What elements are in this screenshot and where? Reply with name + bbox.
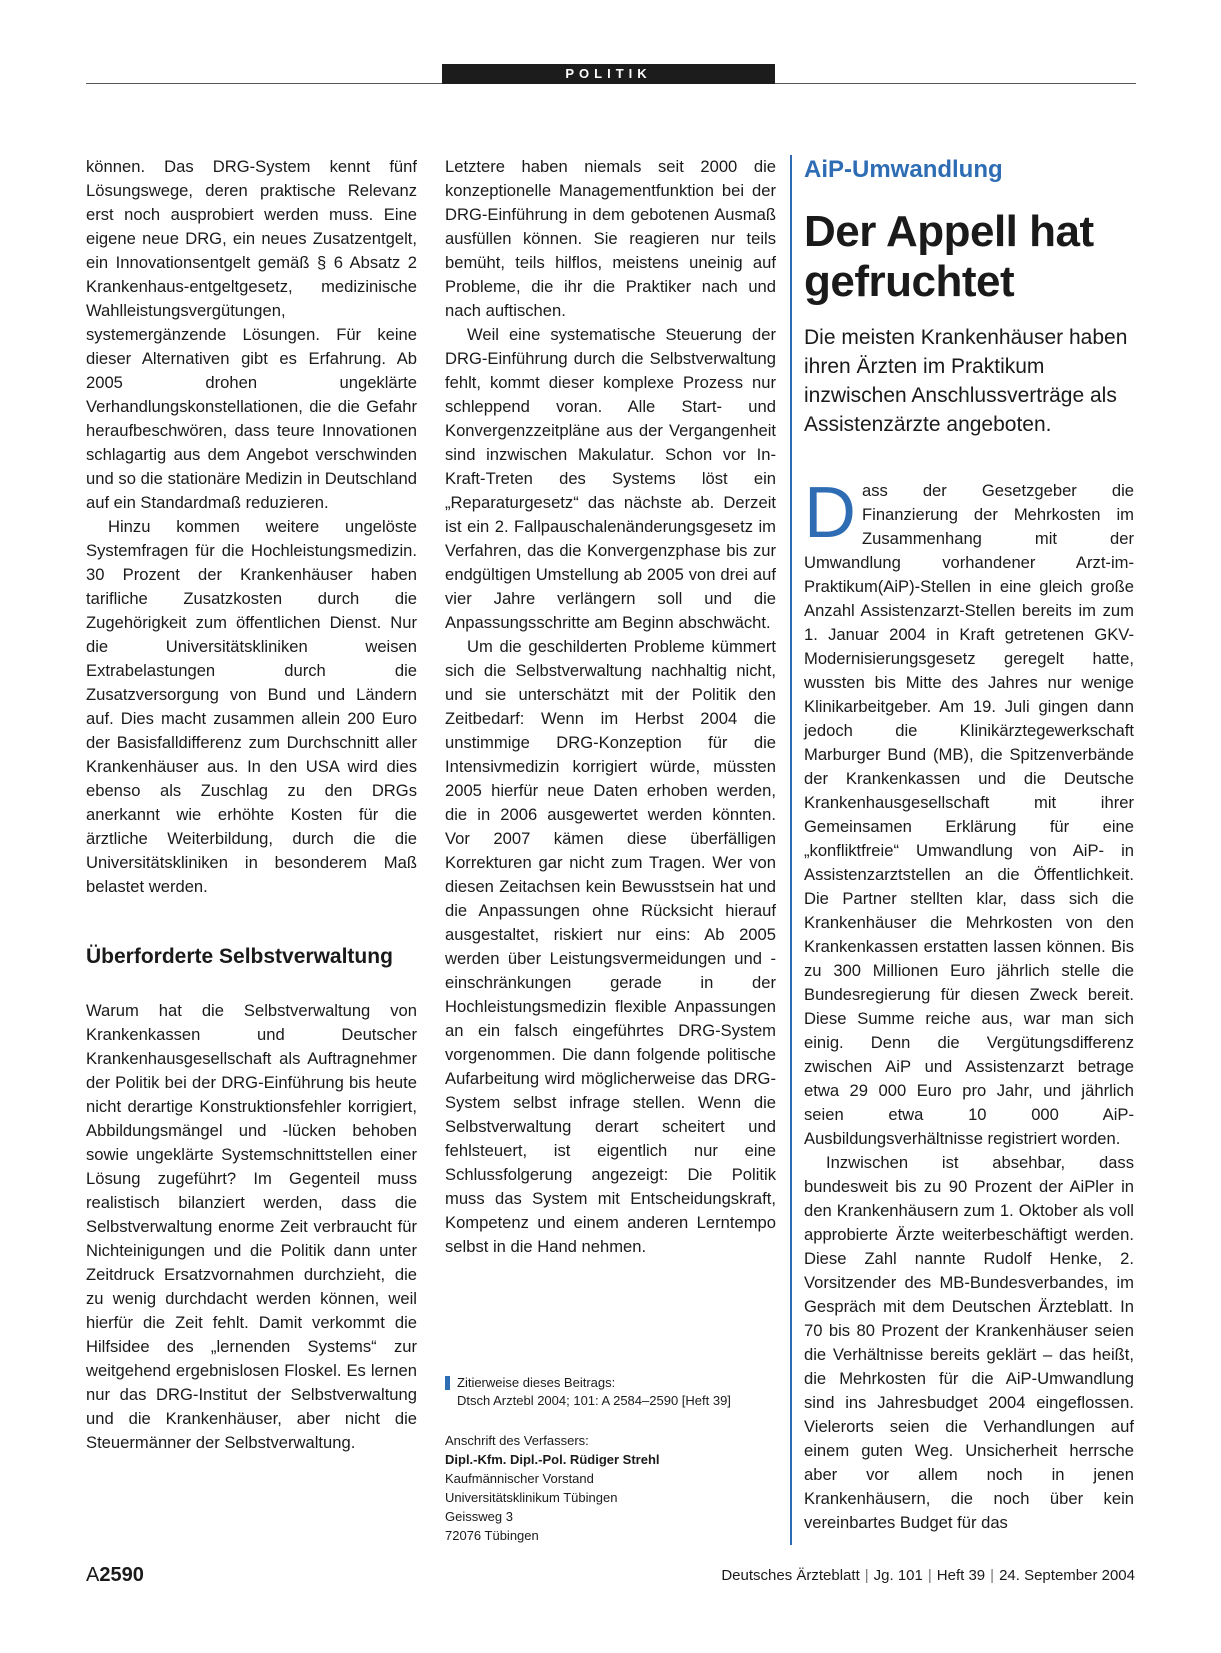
citation-marker — [445, 1376, 450, 1390]
paragraph: ass der Gesetzgeber die Finanzierung der Mehrkosten im Zusammenhang mit der Umwandlung vorhandener Arzt-im-Praktikum(AiP)-Stellen in eine gleich große Anzahl Assistenzarzt-Stellen bereits im zum 1. Januar 2004 in Kraft getretenen GKV-Modernisierungsgesetz geregelt hatte, wussten bis Mitte des Jahres nur wenige Klinikarbeitgeber. Am 19. Juli gingen dann jedoch die Klinikärztegewerkschaft Marburger Bund (MB), die Spitzenverbände der Krankenkassen und die Deutsche Krankenhausgesellschaft mit ihrer Gemeinsamen Erklärung für eine „konfliktfreie“ Umwandlung von AiP- in Assistenzarztstellen an die Öffentlichkeit. Die Partner stellten klar, dass sich die Krankenhäuser die Mehrkosten von den Krankenkassen erstatten lassen können. Bis zu 300 Millionen Euro jährlich stelle die Bundesregierung für diesen Zweck bereit. Diese Summe reiche aus, war man sich einig. Denn die Vergütungsdifferenz zwischen AiP und Assistenzarzt betrage etwa 29 000 Euro pro Jahr, und jährlich seien etwa 10 000 AiP-Ausbildungsverhältnisse registriert worden. — [804, 481, 1134, 1148]
citation-box — [445, 1374, 776, 1410]
paragraph: Weil eine systematische Steuerung der DRG-Einführung durch die Selbstverwaltung fehlt, kommt dieser komplexe Prozess nur schleppend voran. Alle Start- und Konvergenzzeitpläne aus der Vergangenheit sind inzwischen Makulatur. Schon vor In-Kraft-Treten des Systems löst ein „Reparaturgesetz“ das nächste ab. Derzeit ist ein 2. Fallpauschalenänderungsgesetz im Verfahren, das die Konvergenzphase bis zur endgültigen Umstellung ab 2005 von drei auf vier Jahre verlängern soll und die Anpassungsschritte am Beginn abschwächt. — [445, 325, 776, 632]
author-address — [445, 1431, 776, 1545]
journal-date: 24. September 2004 — [999, 1567, 1135, 1584]
article-headline: Der Appell hat gefruchtet — [804, 207, 1094, 306]
paragraph: Hinzu kommen weitere ungelöste Systemfragen für die Hochleistungsmedizin. 30 Prozent der Krankenhäuser haben tarifliche Zusatzkosten durch die Zugehörigkeit zum öffentlichen Dienst. Nur die Universitätskliniken weisen Extrabelastungen durch die Zusatzversorgung von Bund und Ländern auf. Dies macht zusammen allein 200 Euro der Basisfalldifferenz zum Durchschnitt aller Krankenhäuser aus. In den USA wird dies ebenso als Zuschlag zu den DRGs anerkannt wie erhöhte Kosten für die ärztliche Weiterbildung, durch die die Universitätskliniken in besonderem Maß belastet werden. — [86, 517, 417, 896]
journal-name: Deutsches Ärzteblatt — [721, 1567, 860, 1584]
paragraph: Warum hat die Selbstverwaltung von Krankenkassen und Deutscher Krankenhausgesellschaft als Auftragnehmer der Politik bei der DRG-Einführung bis heute nicht derartige Konstruktionsfehler korrigiert, Abbildungsmängel und -lücken behoben sowie ungeklärte Systemschnittstellen einer Lösung zugeführt? Im Gegenteil muss realistisch bilanziert werden, dass die Selbstverwaltung enorme Zeit verbraucht für Nichteinigungen und die Politik dann unter Zeitdruck Ersatzvornahmen durchzieht, die zu wenig durchdacht werden können, weil hierfür die Zeit fehlt. Damit verkommt die Hilfsidee des „lernenden Systems“ zur weitgehend ergebnislosen Floskel. Es lernen nur das DRG-Institut der Selbstverwaltung und die Krankenhäuser, aber nicht die Steuermänner der Selbstverwaltung. — [86, 1001, 417, 1452]
paragraph: Um die geschilderten Probleme kümmert sich die Selbstverwaltung nachhaltig nicht, und sie unterschätzt mit der Politik den Zeitbedarf: Wenn im Herbst 2004 die unstimmige DRG-Konzeption für die Intensivmedizin korrigiert würde, müssten 2005 hierfür neue Daten erhoben werden, die in 2006 ausgewertet werden könnten. Vor 2007 kämen diese überfälligen Korrekturen gar nicht zum Tragen. Wer von diesen Zeitachsen kein Bewusstsein hat und die Anpassungen ohne Rücksicht hierauf ausgestaltet, riskiert nur eins: Ab 2005 werden über Leistungsvermeidungen und -einschränkungen gerade in der Hochleistungsmedizin flexible Anpassungen an ein falsch eingeführtes DRG-System vorgenommen. Die dann folgende politische Aufarbeitung wird möglicherweise das DRG-System selbst infrage stellen. Wenn die Selbstverwaltung derart scheitert und fehlsteuert, ist eigentlich nur eine Schlussfolgerung angezeigt: Die Politik muss das System mit Entscheidungskraft, Kompetenz und einem anderen Lerntempo selbst in die Hand nehmen. — [445, 637, 776, 1256]
section-label: POLITIK — [442, 64, 775, 84]
page-number: A2590 — [86, 1564, 144, 1586]
author-name: Dipl.-Kfm. Dipl.-Pol. Rüdiger Strehl — [445, 1452, 660, 1467]
subheading: Überforderte Selbstverwaltung — [86, 945, 393, 968]
paragraph: können. Das DRG-System kennt fünf Lösungswege, deren praktische Relevanz erst noch ausprobiert werden muss. Eine eigene neue DRG, ein neues Zusatzentgelt, ein Innovationsentgelt gemäß § 6 Absatz 2 Krankenhaus-entgeltgesetz, medizinische Wahlleistungsvergütungen, systemergänzende Lösungen. Für keine dieser Alternativen gibt es Erfahrung. Ab 2005 drohen ungeklärte Verhandlungskonstellationen, die die Gefahr heraufbeschwören, dass teure Innovationen schlagartig aus dem Angebot verschwinden und so die stationäre Medizin in Deutschland auf ein Standardmaß reduzieren. — [86, 157, 417, 512]
address-line: 72076 Tübingen — [445, 1528, 539, 1543]
drop-cap: D — [804, 473, 856, 553]
journal-info: Deutsches Ärzteblatt | Jg. 101 | Heft 39 | 24. September 2004 — [721, 1567, 1135, 1584]
paragraph: Inzwischen ist absehbar, dass bundesweit bis zu 90 Prozent der AiPler in den Krankenhäusern zum 1. Oktober als voll approbierte Ärzte weiterbeschäftigt werden. Diese Zahl nannte Rudolf Henke, 2. Vorsitzender des MB-Bundesverbandes, im Gespräch mit dem Deutschen Ärzteblatt. In 70 bis 80 Prozent der Krankenhäuser seien die Verhältnisse bereits geklärt – das heißt, die Mehrkosten für die AiP-Umwandlung sind ins Jahresbudget 2004 eingeflossen. Vielerorts seien die Verhandlungen auf einem guten Weg. Unsicherheit herrsche aber vor allem noch in jenen Krankenhäusern, die noch über kein vereinbartes Budget für das — [804, 1153, 1134, 1532]
address-label: Anschrift des Verfassers: — [445, 1433, 589, 1448]
column-3 — [804, 155, 1134, 1535]
paragraph: Letztere haben niemals seit 2000 die konzeptionelle Managementfunktion bei der DRG-Einführung in dem gebotenen Ausmaß ausfüllen können. Sie reagieren nur teils bemüht, teils hilflos, meistens uneinig auf Probleme, die ihr die Praktiker nach und nach auftischen. — [445, 157, 776, 320]
column-2 — [445, 155, 776, 1259]
citation-label: Zitierweise dieses Beitrags: — [457, 1375, 616, 1390]
journal-issue: Heft 39 — [936, 1567, 986, 1584]
address-line: Geissweg 3 — [445, 1509, 513, 1524]
citation-reference: Dtsch Arztebl 2004; 101: A 2584–2590 [Heft 39] — [457, 1393, 731, 1408]
address-line: Kaufmännischer Vorstand — [445, 1471, 594, 1486]
column-1 — [86, 155, 417, 1455]
column-divider — [790, 155, 792, 1545]
address-line: Universitätsklinikum Tübingen — [445, 1490, 618, 1505]
article-kicker: AiP-Umwandlung — [804, 156, 1003, 183]
article-deck: Die meisten Krankenhäuser haben ihren Ärzten im Praktikum inzwischen Anschlussverträge als Assistenzärzte angeboten. — [804, 326, 1128, 436]
journal-volume: Jg. 101 — [873, 1567, 923, 1584]
